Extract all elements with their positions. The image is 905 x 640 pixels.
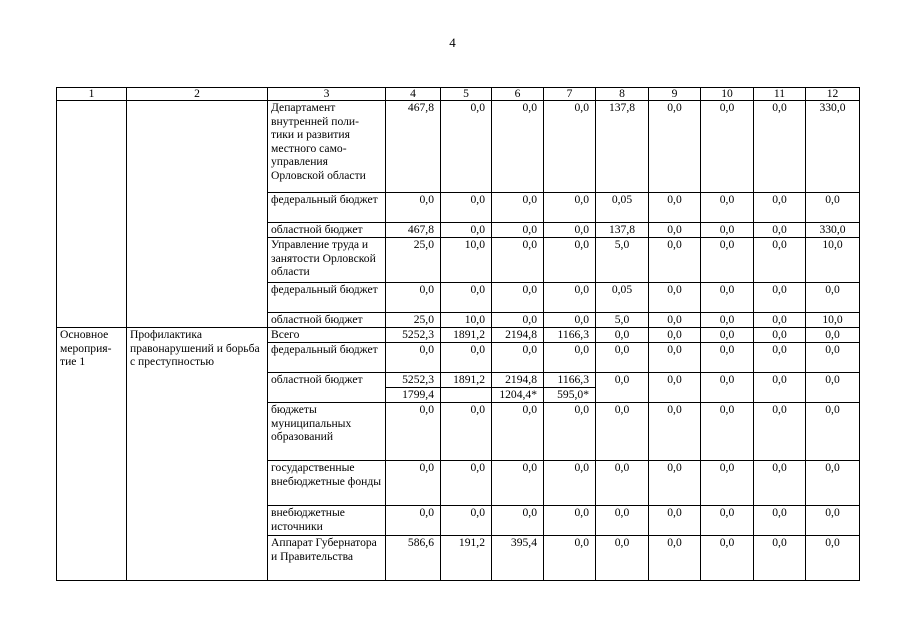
value-text: 0,0 xyxy=(772,461,787,474)
value-text: 0,0 xyxy=(772,403,787,416)
value-text: 10,0 xyxy=(822,238,843,251)
value-cell xyxy=(806,101,860,193)
value-text: 5252,3 xyxy=(402,373,434,386)
value-text: 0,0 xyxy=(825,343,840,356)
value-cell xyxy=(596,223,649,238)
value-cell xyxy=(441,536,492,581)
value-cell xyxy=(492,238,544,283)
value-cell xyxy=(544,223,596,238)
value-cell xyxy=(596,313,649,328)
value-cell xyxy=(492,343,544,373)
funding-source: областной бюджет xyxy=(268,373,386,403)
value-text: 0,0 xyxy=(667,223,682,236)
value-text: 0,0 xyxy=(825,403,840,416)
value-text: 467,8 xyxy=(407,223,434,236)
value-cell xyxy=(492,403,544,461)
value-cell xyxy=(544,536,596,581)
value-cell xyxy=(596,506,649,536)
value-text: 1891,2 xyxy=(453,373,485,386)
value-text: 0,0 xyxy=(522,283,537,296)
value-text: 0,0 xyxy=(574,343,589,356)
value-text: 0,0 xyxy=(667,461,682,474)
value-cell xyxy=(701,238,754,283)
value-cell xyxy=(806,403,860,461)
column-number: 5 xyxy=(441,88,492,101)
value-cell xyxy=(544,373,596,403)
value-cell xyxy=(544,403,596,461)
value-cell xyxy=(754,223,806,238)
value-text: 0,0 xyxy=(574,283,589,296)
value-cell xyxy=(806,313,860,328)
column-number: 6 xyxy=(492,88,544,101)
value-cell xyxy=(441,238,492,283)
value-text: 0,0 xyxy=(825,283,840,296)
value-text: 0,0 xyxy=(667,403,682,416)
value-text: 0,0 xyxy=(522,506,537,519)
value-text: 5,0 xyxy=(614,313,630,326)
value-cell xyxy=(649,193,701,223)
value-text: 0,0 xyxy=(614,506,630,519)
value-text: 0,05 xyxy=(611,283,633,296)
value-subtext: 1204,4* xyxy=(492,387,543,402)
value-cell xyxy=(806,328,860,343)
value-text: 0,0 xyxy=(719,193,735,206)
funding-source: областной бюджет xyxy=(268,313,386,328)
value-text: 0,0 xyxy=(772,283,787,296)
funding-source: федеральный бюджет xyxy=(268,343,386,373)
value-text: 0,0 xyxy=(719,403,735,416)
value-cell xyxy=(441,343,492,373)
value-text: 0,0 xyxy=(574,193,589,206)
value-cell xyxy=(492,328,544,343)
funding-source: Аппарат Губернатора и Правительства xyxy=(268,536,386,581)
value-cell xyxy=(544,101,596,193)
value-text: 137,8 xyxy=(608,101,636,114)
value-cell xyxy=(649,403,701,461)
value-cell xyxy=(441,193,492,223)
value-text: 0,0 xyxy=(574,238,589,251)
value-text: 0,0 xyxy=(614,461,630,474)
value-text: 0,0 xyxy=(667,283,682,296)
column-number: 12 xyxy=(806,88,860,101)
value-cell xyxy=(649,223,701,238)
value-text: 0,0 xyxy=(419,461,434,474)
value-cell xyxy=(649,506,701,536)
value-text: 0,0 xyxy=(825,461,840,474)
value-text: 0,0 xyxy=(719,373,735,386)
value-cell xyxy=(701,223,754,238)
value-text: 0,0 xyxy=(667,373,682,386)
value-text: 0,0 xyxy=(522,403,537,416)
value-cell xyxy=(386,238,441,283)
value-text: 5252,3 xyxy=(402,328,434,341)
value-cell xyxy=(492,101,544,193)
value-cell xyxy=(701,283,754,313)
value-text: 0,0 xyxy=(719,343,735,356)
value-cell xyxy=(754,343,806,373)
value-text: 0,0 xyxy=(470,506,485,519)
value-cell xyxy=(754,238,806,283)
value-cell xyxy=(544,238,596,283)
value-cell xyxy=(701,343,754,373)
value-cell xyxy=(544,283,596,313)
value-cell xyxy=(441,506,492,536)
column-number: 8 xyxy=(596,88,649,101)
value-text: 0,0 xyxy=(772,373,787,386)
value-cell xyxy=(649,101,701,193)
value-cell xyxy=(701,101,754,193)
value-cell xyxy=(806,283,860,313)
value-text: 0,0 xyxy=(719,506,735,519)
value-text: 0,0 xyxy=(470,343,485,356)
value-cell xyxy=(441,328,492,343)
funding-source: внебюджетные источники xyxy=(268,506,386,536)
value-text: 0,0 xyxy=(719,238,735,251)
value-cell xyxy=(544,193,596,223)
value-cell xyxy=(754,313,806,328)
value-text: 0,0 xyxy=(522,223,537,236)
value-cell xyxy=(649,461,701,506)
value-text: 10,0 xyxy=(464,238,485,251)
value-text: 0,0 xyxy=(719,536,735,549)
value-text: 0,0 xyxy=(574,536,589,549)
value-cell xyxy=(806,238,860,283)
value-text: 0,0 xyxy=(667,343,682,356)
value-text: 0,0 xyxy=(667,193,682,206)
value-text: 0,0 xyxy=(825,328,840,341)
value-cell xyxy=(386,283,441,313)
value-text: 0,0 xyxy=(522,461,537,474)
value-cell xyxy=(492,313,544,328)
value-cell xyxy=(596,193,649,223)
value-text: 0,0 xyxy=(772,536,787,549)
value-text: 0,0 xyxy=(825,193,840,206)
value-text: 1891,2 xyxy=(453,328,485,341)
budget-table xyxy=(56,87,860,581)
value-cell xyxy=(701,313,754,328)
value-text: 0,0 xyxy=(614,328,630,341)
value-text: 0,0 xyxy=(574,313,589,326)
value-text: 395,4 xyxy=(510,536,537,549)
value-text: 25,0 xyxy=(413,313,434,326)
value-text: 1166,3 xyxy=(557,373,589,386)
value-cell xyxy=(386,223,441,238)
value-cell xyxy=(386,101,441,193)
value-text: 25,0 xyxy=(413,238,434,251)
value-text: 330,0 xyxy=(819,223,846,236)
value-cell xyxy=(596,238,649,283)
value-text: 0,0 xyxy=(522,101,537,114)
value-text: 0,0 xyxy=(719,328,735,341)
funding-source: Всего xyxy=(268,328,386,343)
value-cell xyxy=(441,373,492,403)
column-number: 2 xyxy=(127,88,268,101)
value-cell xyxy=(441,403,492,461)
value-text: 0,0 xyxy=(825,506,840,519)
value-cell xyxy=(544,506,596,536)
column-number: 4 xyxy=(386,88,441,101)
funding-source: бюджеты муниципальных образований xyxy=(268,403,386,461)
value-cell xyxy=(596,373,649,403)
value-text: 5,0 xyxy=(614,238,630,251)
value-cell xyxy=(649,536,701,581)
value-cell xyxy=(754,101,806,193)
value-cell xyxy=(754,373,806,403)
value-text: 0,0 xyxy=(419,506,434,519)
value-text: 10,0 xyxy=(464,313,485,326)
value-text: 0,0 xyxy=(772,313,787,326)
value-text: 1166,3 xyxy=(557,328,589,341)
value-cell xyxy=(386,328,441,343)
value-cell xyxy=(701,403,754,461)
value-text: 0,0 xyxy=(419,193,434,206)
value-cell xyxy=(544,328,596,343)
column-number: 3 xyxy=(268,88,386,101)
value-text: 0,0 xyxy=(522,193,537,206)
value-text: 0,0 xyxy=(522,343,537,356)
value-cell xyxy=(649,283,701,313)
value-text: 0,0 xyxy=(470,461,485,474)
page-number: 4 xyxy=(449,35,456,50)
value-cell xyxy=(806,223,860,238)
blank-cell xyxy=(127,101,268,328)
value-text: 0,0 xyxy=(522,313,537,326)
value-cell xyxy=(754,193,806,223)
value-text: 0,0 xyxy=(574,461,589,474)
value-cell xyxy=(492,373,544,403)
value-cell xyxy=(701,506,754,536)
value-cell xyxy=(386,536,441,581)
value-cell xyxy=(754,328,806,343)
value-cell xyxy=(701,373,754,403)
value-cell xyxy=(544,461,596,506)
value-text: 0,0 xyxy=(772,343,787,356)
value-text: 0,0 xyxy=(667,313,682,326)
value-text: 586,6 xyxy=(407,536,434,549)
value-text: 467,8 xyxy=(407,101,434,114)
value-text: 0,0 xyxy=(772,506,787,519)
value-text: 0,0 xyxy=(667,238,682,251)
value-cell xyxy=(754,506,806,536)
value-subtext xyxy=(441,387,491,402)
value-cell xyxy=(441,461,492,506)
value-cell xyxy=(806,343,860,373)
column-number: 1 xyxy=(57,88,127,101)
value-text: 0,0 xyxy=(470,223,485,236)
value-cell xyxy=(492,536,544,581)
value-text: 0,0 xyxy=(419,343,434,356)
value-cell xyxy=(649,343,701,373)
value-text: 330,0 xyxy=(819,101,846,114)
value-text: 0,0 xyxy=(772,223,787,236)
value-cell xyxy=(441,223,492,238)
value-cell xyxy=(386,506,441,536)
value-text: 0,0 xyxy=(614,536,630,549)
value-cell xyxy=(701,193,754,223)
value-cell xyxy=(596,101,649,193)
value-cell xyxy=(386,403,441,461)
value-text: 191,2 xyxy=(458,536,485,549)
funding-source: Департамент внутренней поли-тики и развития местного само-управления Орловской области xyxy=(268,101,386,193)
value-cell xyxy=(492,461,544,506)
value-subtext: 1799,4 xyxy=(386,387,440,402)
value-cell xyxy=(386,193,441,223)
value-text: 0,0 xyxy=(574,223,589,236)
value-text: 0,0 xyxy=(719,101,735,114)
value-cell xyxy=(441,313,492,328)
value-cell xyxy=(596,461,649,506)
value-cell xyxy=(754,403,806,461)
value-cell xyxy=(806,536,860,581)
value-cell xyxy=(544,343,596,373)
value-text: 0,0 xyxy=(719,223,735,236)
value-text: 0,05 xyxy=(611,193,633,206)
value-text: 0,0 xyxy=(470,283,485,296)
value-text: 2194,8 xyxy=(505,373,537,386)
value-cell xyxy=(386,343,441,373)
value-text: 10,0 xyxy=(822,313,843,326)
value-cell xyxy=(806,461,860,506)
value-cell xyxy=(701,536,754,581)
value-text: 137,8 xyxy=(608,223,636,236)
column-number: 11 xyxy=(754,88,806,101)
value-text: 0,0 xyxy=(719,313,735,326)
value-cell xyxy=(754,283,806,313)
value-text: 0,0 xyxy=(574,101,589,114)
event-name: Основное мероприя-тие 1 xyxy=(57,328,127,581)
value-text: 0,0 xyxy=(667,328,682,341)
value-cell xyxy=(492,283,544,313)
value-cell xyxy=(441,283,492,313)
value-text: 0,0 xyxy=(522,238,537,251)
value-text: 0,0 xyxy=(470,101,485,114)
value-cell xyxy=(806,506,860,536)
value-subtext: 595,0* xyxy=(544,387,595,402)
value-text: 0,0 xyxy=(719,461,735,474)
funding-source: федеральный бюджет xyxy=(268,283,386,313)
value-text: 0,0 xyxy=(419,283,434,296)
funding-source: Управление труда и занятости Орловской области xyxy=(268,238,386,283)
value-text: 0,0 xyxy=(772,328,787,341)
table-row xyxy=(57,101,860,193)
value-text: 0,0 xyxy=(825,536,840,549)
funding-source: государственные внебюджетные фонды xyxy=(268,461,386,506)
value-cell xyxy=(492,223,544,238)
value-text: 2194,8 xyxy=(505,328,537,341)
value-text: 0,0 xyxy=(470,193,485,206)
value-text: 0,0 xyxy=(614,403,630,416)
value-cell xyxy=(754,461,806,506)
value-cell xyxy=(806,373,860,403)
value-text: 0,0 xyxy=(614,343,630,356)
table-row xyxy=(57,328,860,343)
funding-source: федеральный бюджет xyxy=(268,193,386,223)
value-cell xyxy=(441,101,492,193)
column-number-row xyxy=(57,88,860,101)
value-cell xyxy=(806,193,860,223)
value-text: 0,0 xyxy=(614,373,630,386)
funding-source: областной бюджет xyxy=(268,223,386,238)
value-cell xyxy=(544,313,596,328)
value-text: 0,0 xyxy=(667,506,682,519)
value-cell xyxy=(492,506,544,536)
value-text: 0,0 xyxy=(667,101,682,114)
column-number: 10 xyxy=(701,88,754,101)
value-text: 0,0 xyxy=(772,193,787,206)
event-title: Профилактика правонарушений и борьба с преступностью xyxy=(127,328,268,581)
value-text: 0,0 xyxy=(772,238,787,251)
value-text: 0,0 xyxy=(719,283,735,296)
column-number: 7 xyxy=(544,88,596,101)
value-cell xyxy=(596,328,649,343)
value-text: 0,0 xyxy=(574,403,589,416)
value-cell xyxy=(701,461,754,506)
value-cell xyxy=(596,536,649,581)
value-cell xyxy=(596,343,649,373)
value-cell xyxy=(596,283,649,313)
value-text: 0,0 xyxy=(667,536,682,549)
value-text: 0,0 xyxy=(419,403,434,416)
value-cell xyxy=(701,328,754,343)
column-number: 9 xyxy=(649,88,701,101)
value-cell xyxy=(649,238,701,283)
value-cell xyxy=(386,313,441,328)
value-text: 0,0 xyxy=(825,373,840,386)
value-cell xyxy=(649,328,701,343)
value-text: 0,0 xyxy=(470,403,485,416)
value-cell xyxy=(386,461,441,506)
value-cell xyxy=(386,373,441,403)
value-cell xyxy=(649,313,701,328)
blank-cell xyxy=(57,101,127,328)
value-cell xyxy=(492,193,544,223)
value-cell xyxy=(649,373,701,403)
value-text: 0,0 xyxy=(574,506,589,519)
value-cell xyxy=(596,403,649,461)
value-cell xyxy=(754,536,806,581)
value-text: 0,0 xyxy=(772,101,787,114)
